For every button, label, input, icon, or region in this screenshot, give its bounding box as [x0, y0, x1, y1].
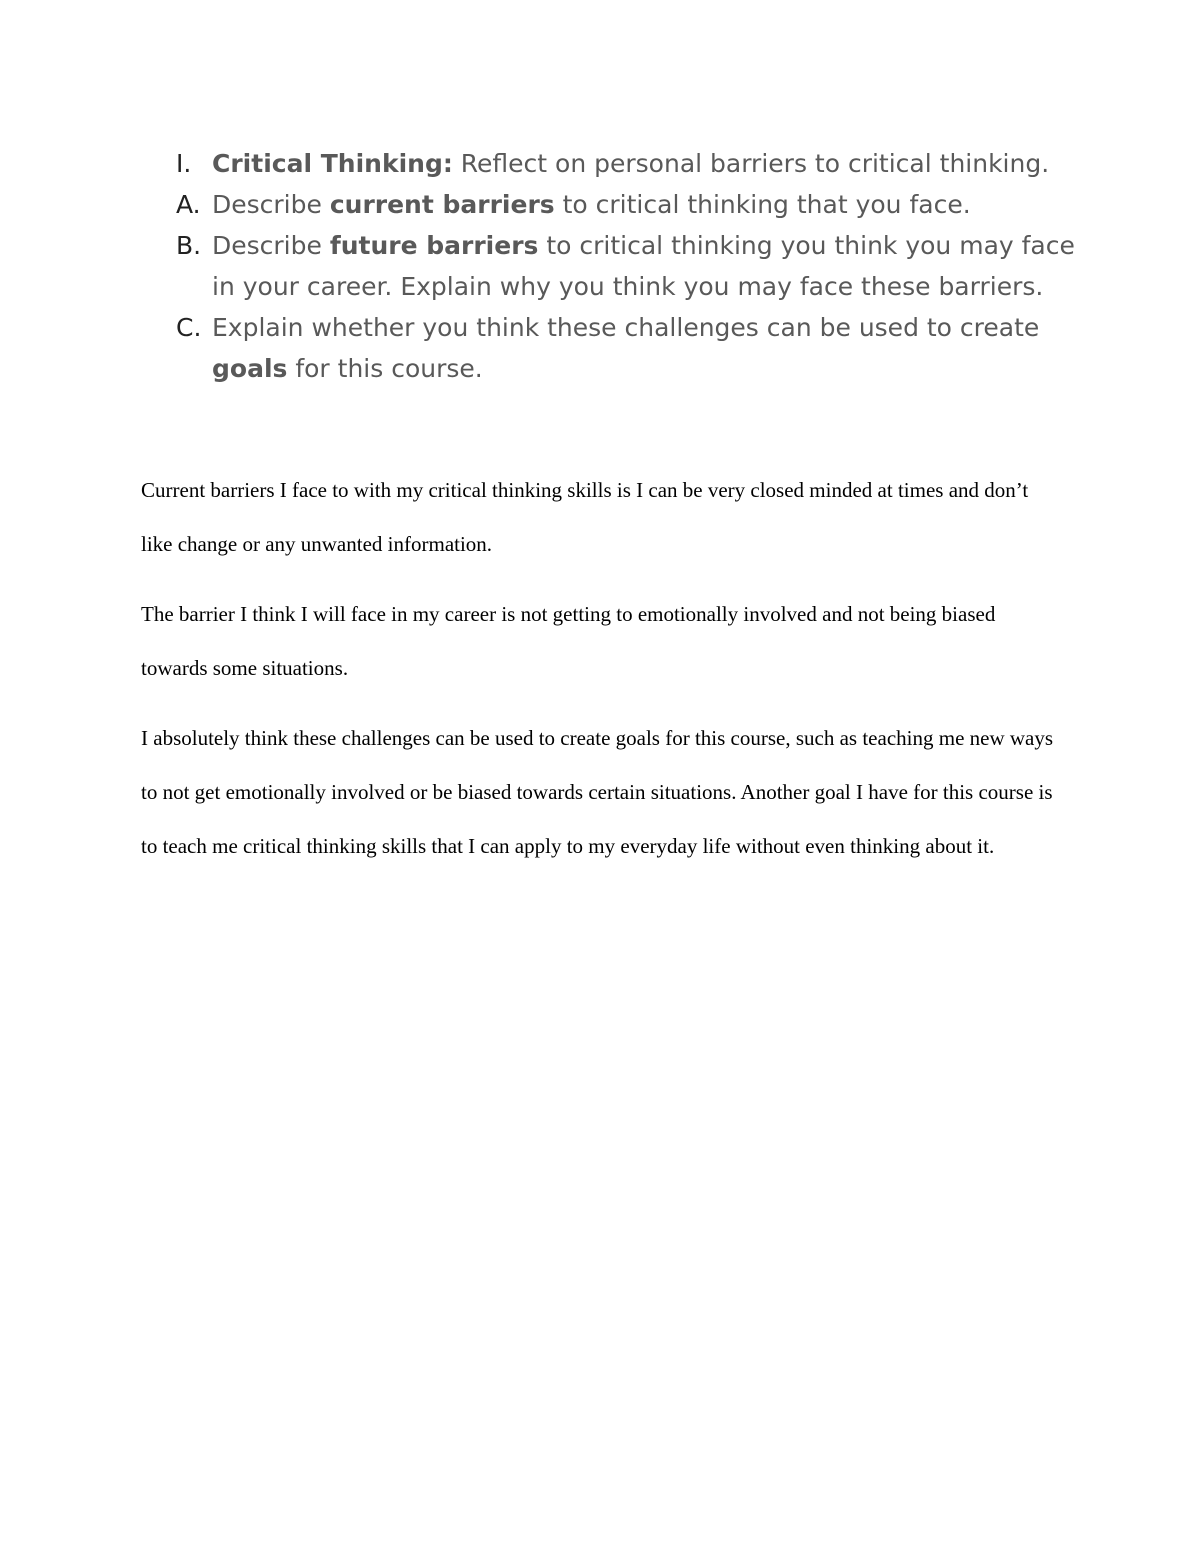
prompt-item-i [176, 143, 1076, 184]
prompt-item-c [176, 307, 1076, 389]
list-marker: I. [176, 149, 192, 178]
prompt-text-after: to critical thinking that you face. [554, 190, 971, 219]
prompt-text [212, 190, 971, 219]
list-marker: C. [176, 313, 202, 342]
prompt-bold-keyword: goals [212, 354, 288, 383]
list-marker: B. [176, 231, 202, 260]
prompt-text [212, 313, 1039, 383]
prompt-bold-heading: Critical Thinking: [212, 149, 453, 178]
list-marker: A. [176, 190, 201, 219]
prompt-text-before: Explain whether you think these challenges can be used to create [212, 313, 1040, 342]
prompt-text [212, 149, 1049, 178]
prompt-bold-keyword: future barriers [329, 231, 539, 260]
prompt-text-before: Describe [212, 231, 330, 260]
prompt-text [212, 231, 1075, 301]
assignment-prompt-list [176, 143, 1076, 389]
prompt-text-after: for this course. [287, 354, 483, 383]
prompt-bold-keyword: current barriers [329, 190, 555, 219]
answer-section [141, 463, 1061, 889]
answer-paragraph-future-barriers: The barrier I think I will face in my career is not getting to emotionally involved and not being biased towards some situations. [141, 602, 996, 680]
prompt-text-after: Reflect on personal barriers to critical thinking. [452, 149, 1050, 178]
prompt-item-b [176, 225, 1076, 307]
prompt-text-after: to critical thinking you think you may face in your career. Explain why you think you may face these barriers. [212, 231, 1075, 301]
prompt-text-before: Describe [212, 190, 330, 219]
answer-paragraph-course-goals: I absolutely think these challenges can be used to create goals for this course, such as teaching me new ways to not get emotionally involved or be biased towards certain situations. Another goal I have for this course is to teach me critical thinking skills that I can apply to my everyday life without even thinking about it. [141, 726, 1054, 858]
answer-paragraph-current-barriers: Current barriers I face to with my critical thinking skills is I can be very closed minded at times and don’t like change or any unwanted information. [141, 478, 1029, 556]
prompt-item-a [176, 184, 1076, 225]
